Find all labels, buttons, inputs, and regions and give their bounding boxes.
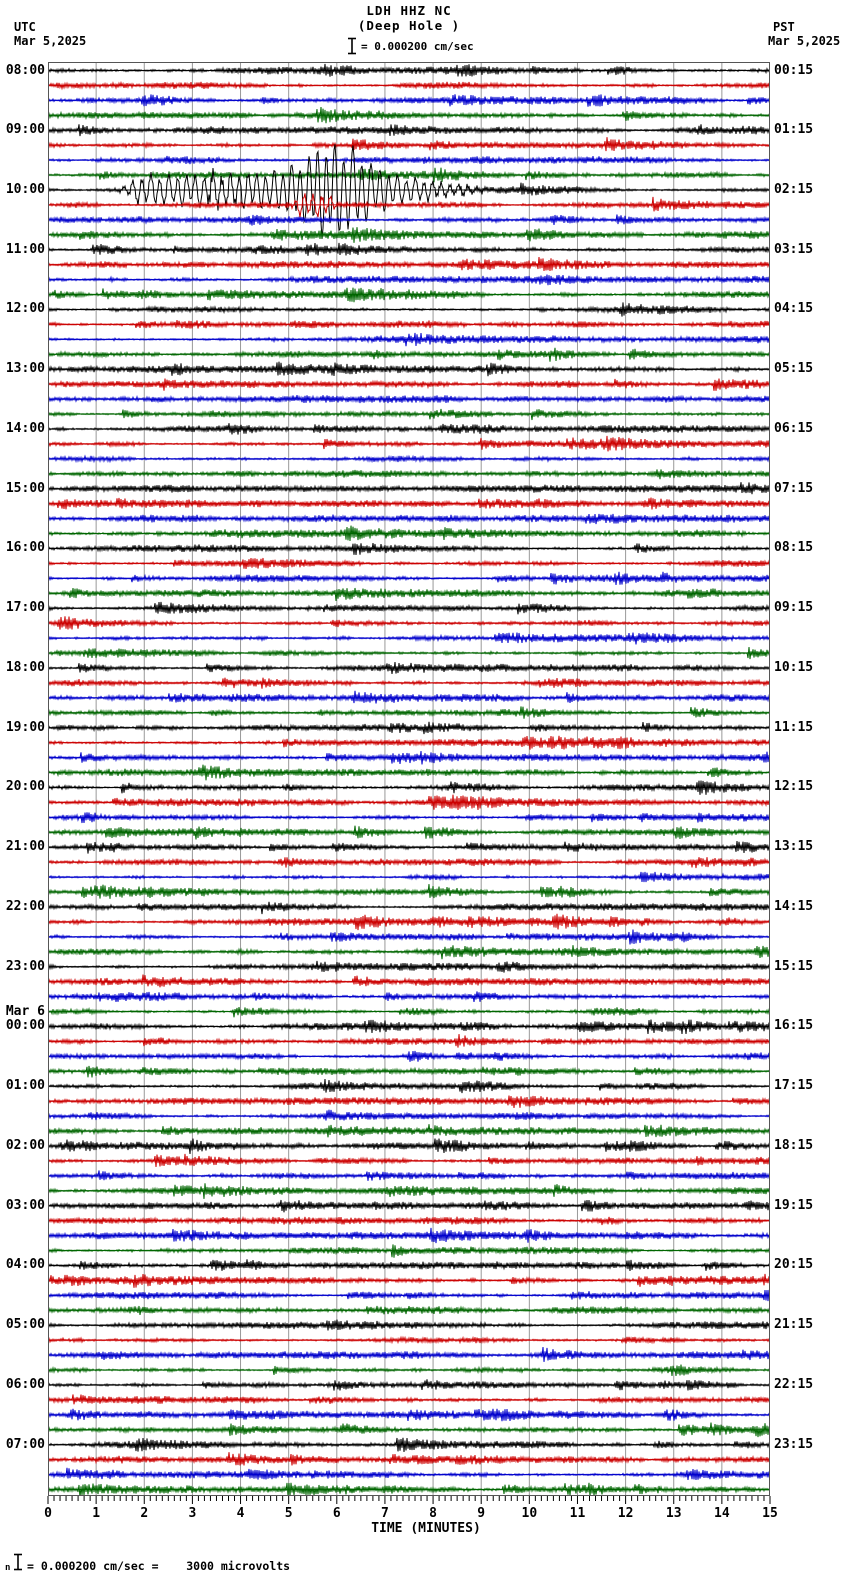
x-axis-tick-number: 8 — [429, 1506, 437, 1521]
pst-hour-label: 12:15 — [774, 779, 814, 795]
pst-hour-label: 17:15 — [774, 1078, 814, 1094]
x-axis-tick-number: 3 — [188, 1506, 197, 1521]
utc-hour-label: 09:00 — [5, 122, 45, 138]
utc-hour-label: 08:00 — [5, 62, 45, 78]
pst-hour-label: 04:15 — [774, 301, 814, 317]
footer-scale-label: = 0.000200 cm/sec = 3000 microvolts — [27, 1559, 291, 1573]
utc-hour-label: 11:00 — [5, 241, 45, 257]
utc-hour-label: 02:00 — [5, 1137, 45, 1153]
pst-hour-label: 07:15 — [774, 480, 814, 496]
pst-hour-label: 11:15 — [774, 719, 814, 735]
utc-hour-label: 06:00 — [5, 1376, 45, 1392]
utc-hour-label: 22:00 — [5, 898, 45, 914]
pst-hour-label: 01:15 — [774, 122, 814, 138]
utc-hour-label: 18:00 — [5, 659, 45, 675]
x-axis-tick-number: 5 — [284, 1506, 293, 1521]
x-axis-tick-number: 14 — [714, 1506, 730, 1521]
pst-hour-label: 23:15 — [774, 1436, 814, 1452]
utc-hour-label: 15:00 — [5, 480, 45, 496]
pst-hour-label: 03:15 — [774, 241, 814, 257]
x-axis-tick-number: 11 — [569, 1506, 586, 1521]
utc-hour-label: 16:00 — [5, 540, 45, 556]
left-date-label: Mar 5,2025 — [14, 34, 87, 48]
utc-hour-label: 10:00 — [5, 181, 45, 197]
station-title: LDH HHZ NC — [366, 3, 452, 18]
x-axis-tick-number: 4 — [236, 1506, 245, 1521]
x-axis-tick-number: 6 — [332, 1506, 341, 1521]
footer-scale-bar-icon — [13, 1553, 23, 1571]
pst-hour-label: 16:15 — [774, 1018, 814, 1034]
right-timezone-label: PST — [773, 20, 795, 34]
x-axis-tick-number: 2 — [140, 1506, 149, 1521]
pst-hour-label: 10:15 — [774, 659, 814, 675]
pst-hour-label: 00:15 — [774, 62, 814, 78]
x-axis-tick-number: 10 — [521, 1506, 538, 1521]
utc-hour-label: 00:00 — [5, 1018, 45, 1034]
utc-hour-label: 12:00 — [5, 301, 45, 317]
x-axis-tick-number: 13 — [665, 1506, 682, 1521]
utc-hour-label: 04:00 — [5, 1257, 45, 1273]
header-scale-label: = 0.000200 cm/sec — [361, 40, 474, 53]
pst-hour-label: 13:15 — [774, 839, 814, 855]
utc-hour-label: 03:00 — [5, 1197, 45, 1213]
utc-hour-label: 01:00 — [5, 1078, 45, 1094]
pst-hour-label: 18:15 — [774, 1137, 814, 1153]
x-axis-tick-number: 9 — [477, 1506, 486, 1521]
x-axis-tick-number: 7 — [381, 1506, 389, 1521]
utc-hour-label: 20:00 — [5, 779, 45, 795]
utc-hour-label: 21:00 — [5, 839, 45, 855]
pst-hour-label: 06:15 — [774, 420, 814, 436]
pst-hour-label: 05:15 — [774, 361, 814, 377]
utc-hour-label: 19:00 — [5, 719, 45, 735]
utc-hour-label: 17:00 — [5, 600, 45, 616]
x-axis-tick-number: 12 — [617, 1506, 634, 1521]
scale-bar-icon — [347, 37, 357, 55]
pst-hour-label: 21:15 — [774, 1317, 814, 1333]
utc-hour-label: 05:00 — [5, 1317, 45, 1333]
x-axis-tick-number: 15 — [762, 1506, 778, 1521]
pst-hour-label: 08:15 — [774, 540, 814, 556]
pst-hour-label: 19:15 — [774, 1197, 814, 1213]
utc-hour-label: 13:00 — [5, 361, 45, 377]
x-axis-tick-number: 1 — [92, 1506, 101, 1521]
right-date-label: Mar 5,2025 — [768, 34, 841, 48]
pst-hour-label: 22:15 — [774, 1376, 814, 1392]
pst-hour-label: 14:15 — [774, 898, 814, 914]
left-timezone-label: UTC — [14, 20, 36, 34]
footer-scale-prefix: n — [5, 1563, 11, 1573]
x-axis-tick-number: 0 — [44, 1506, 52, 1521]
utc-hour-label: 23:00 — [5, 958, 45, 974]
pst-hour-label: 09:15 — [774, 600, 814, 616]
utc-hour-label: 07:00 — [5, 1436, 45, 1452]
pst-hour-label: 02:15 — [774, 181, 814, 197]
pst-hour-label: 15:15 — [774, 958, 814, 974]
date-rollover-label: Mar 6 — [5, 1004, 45, 1020]
x-axis-title: TIME (MINUTES) — [371, 1521, 481, 1536]
station-subtitle: (Deep Hole ) — [357, 18, 461, 33]
pst-hour-label: 20:15 — [774, 1257, 814, 1273]
utc-hour-label: 14:00 — [5, 420, 45, 436]
